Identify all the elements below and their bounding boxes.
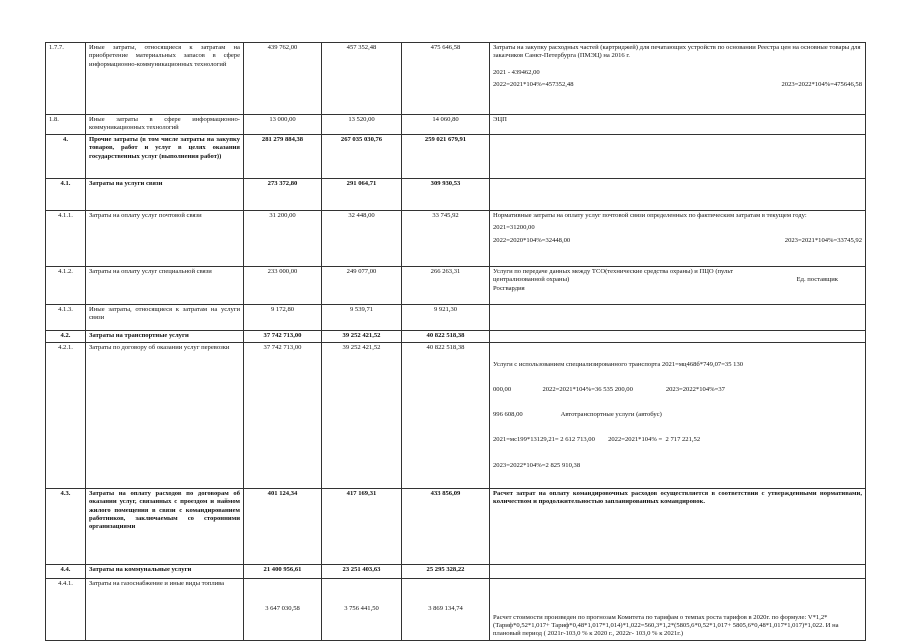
table-row: [46, 304, 866, 330]
row-note: [490, 43, 866, 115]
note-text: централизованной охраны): [493, 276, 570, 284]
row-note: [490, 210, 866, 266]
value-2022: 23 251 403,63: [322, 564, 402, 578]
value-2023: 475 646,58: [402, 43, 490, 115]
value-2021: 401 124,34: [244, 488, 322, 564]
value-2022: 3 756 441,50: [322, 578, 402, 640]
row-note: [490, 564, 866, 578]
row-note: Расчет стоимости произведен по прогнозам Комитета по тарифам о темпах роста тарифов в 2020г. по формуле: V*1,2*(Тариф*0,52*1,017+ Тариф*0,48*1,017*1,014)*1,022=560,3*1,2*(5805,6*0,52*1,017+ 5805,6*0,48*1,017*1,017)*1,022. И на плановый период ( 2021г-103,0 % к 2020 г., 2022г- 103,0 % к 2021г.): [490, 578, 866, 640]
value-2022: 267 035 030,76: [322, 134, 402, 178]
note-calc-2021: 2021=31200,00: [493, 224, 535, 232]
table-row: [46, 178, 866, 210]
table-row: [46, 342, 866, 488]
note-calc-2023: 2023=2022*104%=475646,58: [781, 81, 862, 89]
value-2023: 25 295 328,22: [402, 564, 490, 578]
table-row: [46, 210, 866, 266]
note-calc-2021: 2021 - 439462,00: [493, 68, 540, 76]
value-2022: 32 448,00: [322, 210, 402, 266]
note-line: Услуги с использованием специализированного транспорта 2021=мц468б*749,07=35 130: [493, 360, 744, 368]
value-2023: 9 921,30: [402, 304, 490, 330]
row-number: 4.: [46, 134, 86, 178]
row-note: [490, 342, 866, 488]
row-note: [490, 266, 866, 304]
row-name: Затраты на транспортные услуги: [86, 330, 244, 342]
value-2021: 37 742 713,00: [244, 342, 322, 488]
value-2021: 233 000,00: [244, 266, 322, 304]
row-name: Иные затраты, относящиеся к затратам на приобретение материальных запасов в сфере информационно-коммуникационных технологий: [86, 43, 244, 115]
note-text: Затраты на закупку расходных частей (картриджей) для печатающих устройств по основании Реестра цен на основные товары для заказчиков Санкт-Петербурга (ПМЭЦ) на 2016 г.: [493, 44, 861, 60]
note-text: Услуги по передаче данных между ТСО(технические средства охраны) и ПЦО (пульт: [493, 267, 733, 275]
value-2022: 13 520,00: [322, 115, 402, 135]
row-number: 4.2.: [46, 330, 86, 342]
table-row: [46, 266, 866, 304]
note-text: Нормативные затраты на оплату услуг почтовой связи определенных по фактическим затратам в текущем году:: [493, 211, 807, 219]
row-number: 1.7.7.: [46, 43, 86, 115]
row-name: Иные затраты в сфере информационно-коммуникационных технологий: [86, 115, 244, 135]
value-2021: 273 372,80: [244, 178, 322, 210]
value-2023: 266 263,31: [402, 266, 490, 304]
note-calc-2023: 2023=2021*104%=33745,92: [784, 236, 862, 244]
value-2022: 9 539,71: [322, 304, 402, 330]
value-2023: 14 060,80: [402, 115, 490, 135]
row-number: 4.2.1.: [46, 342, 86, 488]
row-name: Затраты на услуги связи: [86, 178, 244, 210]
row-name: Прочие затраты (в том числе затраты на закупку товаров, работ и услуг в целях оказания государственных услуг (выполнения работ)): [86, 134, 244, 178]
row-note: [490, 304, 866, 330]
row-number: 4.3.: [46, 488, 86, 564]
value-2022: 457 352,48: [322, 43, 402, 115]
value-2022: 291 064,71: [322, 178, 402, 210]
row-number: 4.1.3.: [46, 304, 86, 330]
table-row: [46, 578, 866, 640]
value-2021: 439 762,00: [244, 43, 322, 115]
row-name: Иные затраты, относящиеся к затратам на услуги связи: [86, 304, 244, 330]
row-note: [490, 330, 866, 342]
note-supplier: Ед. поставщик: [796, 276, 838, 284]
value-2021: 13 000,00: [244, 115, 322, 135]
note-calc-2022: 2022=2020*104%=32448,00: [493, 236, 571, 244]
note-provider: Росгвардия: [493, 284, 525, 292]
row-name: Затраты на оплату расходов по договорам об оказании услуг, связанных с проездом и наймом жилого помещения в связи с командированием работников, заключаемым со сторонними организациями: [86, 488, 244, 564]
row-note: Расчет затрат на оплату командировочных расходов осуществляется в соответствии с утвержденными нормативами, количеством и продолжительностью запланированных командировок.: [490, 488, 866, 564]
row-name: Затраты на газоснабжение и иные виды топлива: [86, 578, 244, 640]
table-row: [46, 488, 866, 564]
cost-table: [45, 42, 866, 641]
value-2023: 40 822 518,38: [402, 342, 490, 488]
row-name: Затраты по договору об оказании услуг перевозки: [86, 342, 244, 488]
note-line: 2023=2022*104%=2 825 910,38: [493, 461, 581, 469]
row-name: Затраты на коммунальные услуги: [86, 564, 244, 578]
table-row: [46, 43, 866, 115]
table-row: [46, 115, 866, 135]
value-2023: 3 869 134,74: [402, 578, 490, 640]
row-name: Затраты на оплату услуг почтовой связи: [86, 210, 244, 266]
row-number: 4.1.2.: [46, 266, 86, 304]
note-line: 000,00 2022=2021*104%=36 535 200,00 2023=2022*104%=37: [493, 385, 725, 393]
table-row: [46, 330, 866, 342]
row-note: ЭЦП: [490, 115, 866, 135]
value-2021: 281 279 884,38: [244, 134, 322, 178]
row-number: 1.8.: [46, 115, 86, 135]
value-2023: 40 822 518,38: [402, 330, 490, 342]
value-2023: 33 745,92: [402, 210, 490, 266]
row-note: [490, 134, 866, 178]
value-2021: 37 742 713,00: [244, 330, 322, 342]
note-line: 2021=мс199*13129,21= 2 612 713,00 2022=2021*104% = 2 717 221,52: [493, 436, 701, 444]
table-row: [46, 564, 866, 578]
row-number: 4.1.1.: [46, 210, 86, 266]
note-calc-2022: 2022=2021*104%=457352,48: [493, 81, 574, 89]
value-2021: 21 400 956,61: [244, 564, 322, 578]
table-row: [46, 134, 866, 178]
row-note: [490, 178, 866, 210]
value-2023: 433 856,09: [402, 488, 490, 564]
value-2022: 417 169,31: [322, 488, 402, 564]
row-number: 4.4.: [46, 564, 86, 578]
row-name: Затраты на оплату услуг специальной связи: [86, 266, 244, 304]
value-2022: 249 077,00: [322, 266, 402, 304]
note-line: 996 608,00 Автотранспортные услуги (автобус): [493, 411, 662, 419]
row-number: 4.1.: [46, 178, 86, 210]
value-2021: 31 200,00: [244, 210, 322, 266]
value-2021: 3 647 030,58: [244, 578, 322, 640]
value-2023: 259 021 679,91: [402, 134, 490, 178]
row-number: 4.4.1.: [46, 578, 86, 640]
value-2022: 39 252 421,52: [322, 330, 402, 342]
value-2021: 9 172,80: [244, 304, 322, 330]
value-2022: 39 252 421,52: [322, 342, 402, 488]
value-2023: 309 930,53: [402, 178, 490, 210]
